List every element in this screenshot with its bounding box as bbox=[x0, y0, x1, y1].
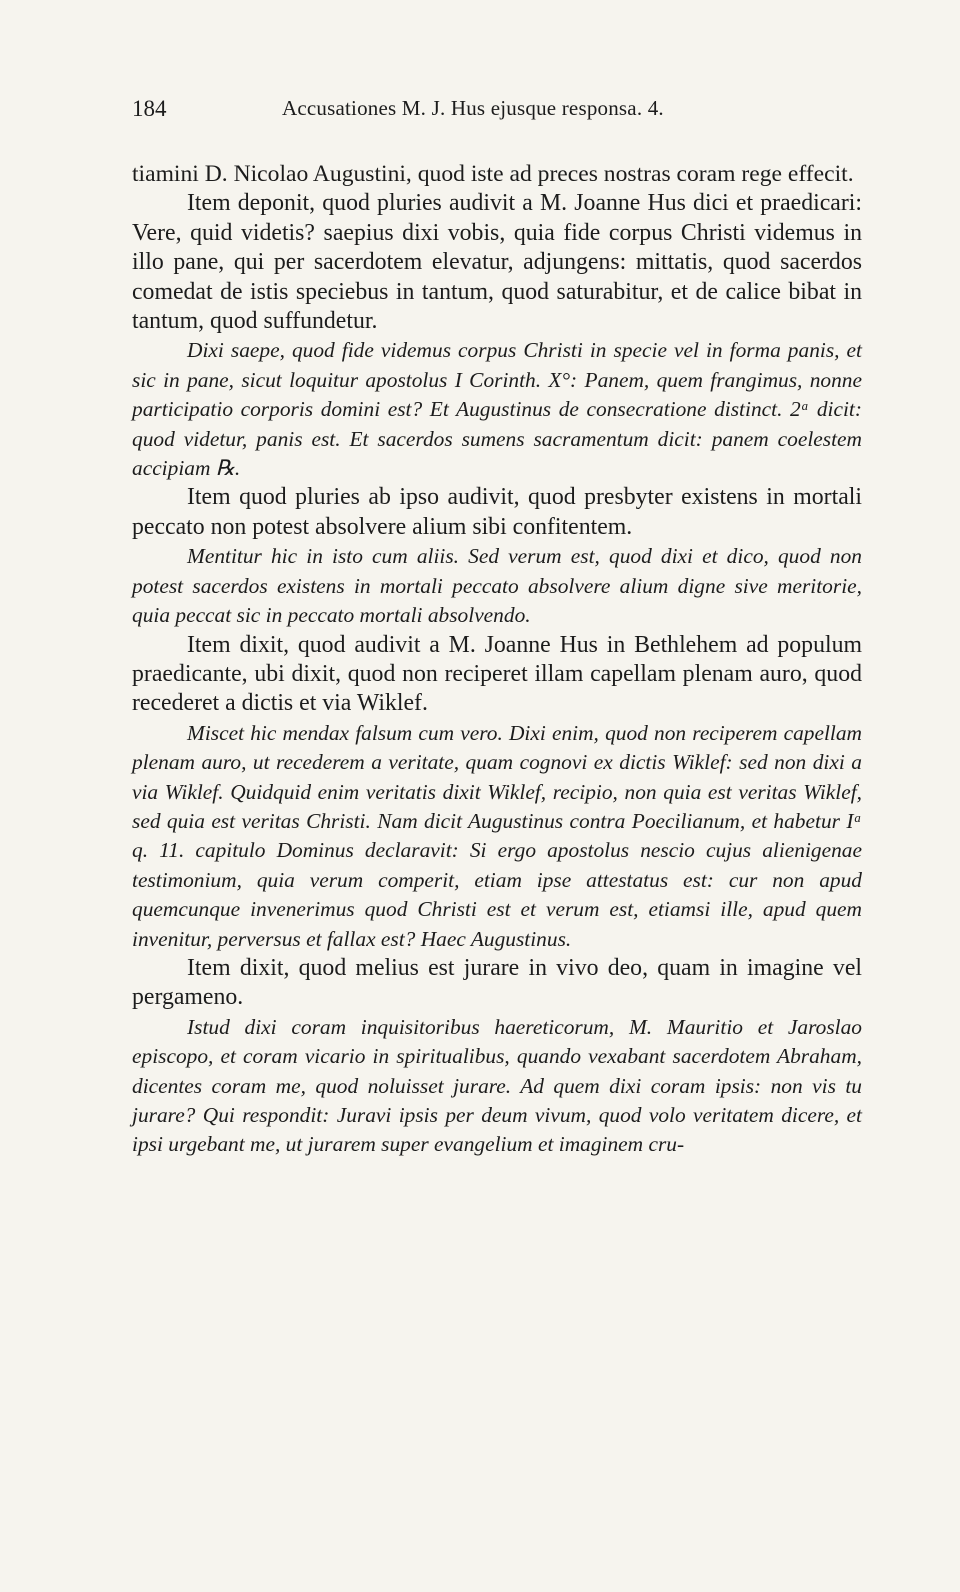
response-paragraph: Miscet hic mendax falsum cum vero. Dixi enim, quod non reciperem capellam plenam auro, ut recederem a veritate, quam cognovi ex dictis Wiklef: sed non dixi a via Wiklef. Quidquid enim veritatis dixit Wiklef, recipio, non quia est veritas Wiklef, sed quia est veritas Christi. Nam dicit Augustinus contra Poecilianum, et habetur Iᵃ q. 11. capitulo Dominus declaravit: Si ergo apostolus nescio cujus alienigenae testimonium, quia verum comperit, etiam ipse attestatus est: cur non apud quemcunque invenerimus quod Christi est et verum est, etiamsi ille, apud quem invenitur, perversus et fallax est? Haec Augustinus. bbox=[132, 720, 862, 951]
response-paragraph: Dixi saepe, quod fide videmus corpus Christi in specie vel in forma panis, et sic in pane, sicut loquitur apostolus I Corinth. X°: Panem, quem frangimus, nonne participatio corporis domini est? Et Augustinus de consecratione distinct. 2ᵃ dicit: quod videtur, panis est. Et sacerdos sumens sacramentum dicit: panem coelestem accipiam ℞. bbox=[132, 338, 862, 481]
accusation-paragraph: Item dixit, quod melius est jurare in vivo deo, quam in imagine vel pergameno. bbox=[132, 954, 862, 1011]
paragraph-continuation: tiamini D. Nicolao Augustini, quod iste ad preces nostras coram rege effecit. bbox=[132, 161, 854, 187]
response-paragraph: Istud dixi coram inquisitoribus haereticorum, M. Mauritio et Jaroslao episcopo, et coram vicario in spiritualibus, quando vexabant sacerdotem Abraham, dicentes coram me, quod noluisset jurare. Ad quem dixi coram ipsis: non vis tu jurare? Qui respondit: Juravi ipsis per deum vivum, quod volo veritatem dicere, et ipsi urgebant me, ut jurarem super evangelium et imaginem cru- bbox=[132, 1014, 862, 1157]
running-head bbox=[132, 96, 852, 126]
body-text bbox=[132, 160, 862, 1160]
page-number: 184 bbox=[132, 96, 167, 121]
accusation-paragraph: Item dixit, quod audivit a M. Joanne Hus in Bethlehem ad populum praedicante, ubi dixit, quod non reciperet illam capellam plenam auro, quod recederet a dictis et via Wiklef. bbox=[132, 631, 862, 717]
running-title: Accusationes M. J. Hus ejusque responsa. 4. bbox=[282, 96, 664, 120]
accusation-paragraph: Item deponit, quod pluries audivit a M. Joanne Hus dici et praedicari: Vere, quid videtis? saepius dixi vobis, quia fide corpus Christi videmus in illo pane, qui per sacerdotem elevatur, adjungens: mittatis, quod sacerdos comedat de istis speciebus in tantum, quod saturabitur, et de calice bibat in tantum, quod suffundetur. bbox=[132, 190, 862, 335]
accusation-paragraph: Item quod pluries ab ipso audivit, quod presbyter existens in mortali peccato non potest absolvere alium sibi confitentem. bbox=[132, 484, 862, 540]
response-paragraph: Mentitur hic in isto cum aliis. Sed verum est, quod dixi et dico, quod non potest sacerdos existens in mortali peccato absolvere alium digne sive meritorie, quia peccat sic in peccato mortali absolvendo. bbox=[132, 544, 862, 628]
